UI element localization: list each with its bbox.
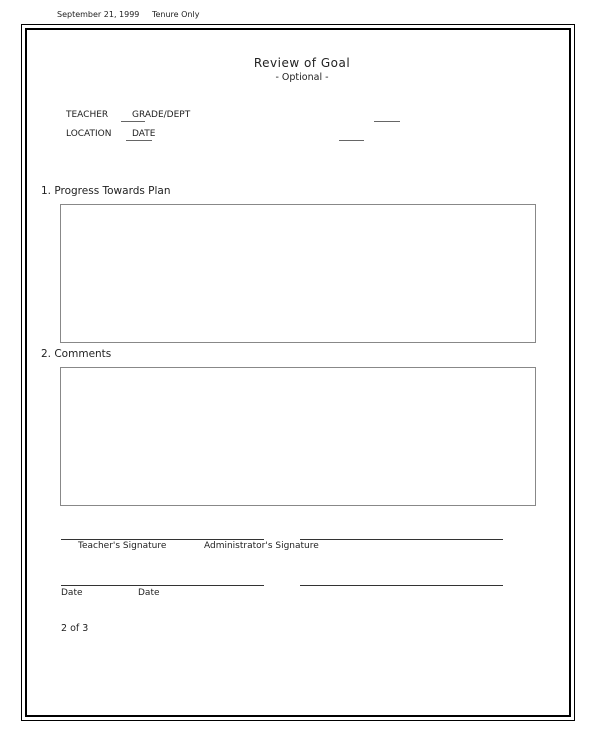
teacher-date-line[interactable] [61, 585, 264, 586]
comments-text-box[interactable] [60, 367, 536, 506]
page-number: 2 of 3 [61, 623, 89, 634]
location-field[interactable] [126, 140, 152, 141]
form-subtitle: - Optional - [275, 72, 329, 83]
date-field[interactable] [339, 140, 364, 141]
form-title: Review of Goal [253, 56, 351, 70]
date-label: DATE [132, 129, 156, 139]
teacher-date-label: Date [61, 588, 83, 598]
administrator-date-label: Date [138, 588, 160, 598]
administrator-date-line[interactable] [300, 585, 503, 586]
grade-dept-field[interactable] [374, 121, 400, 122]
administrator-signature-label: Administrator's Signature [204, 541, 319, 551]
header-date: September 21, 1999 [57, 10, 140, 19]
progress-text-box[interactable] [60, 204, 536, 343]
grade-dept-label: GRADE/DEPT [132, 110, 191, 120]
administrator-signature-line[interactable] [300, 539, 503, 540]
teacher-field[interactable] [121, 121, 145, 122]
section-comments-label: 2. Comments [41, 348, 112, 360]
teacher-signature-label: Teacher's Signature [78, 541, 167, 551]
teacher-signature-line[interactable] [61, 539, 264, 540]
teacher-label: TEACHER [66, 110, 109, 120]
section-progress-label: 1. Progress Towards Plan [41, 185, 171, 197]
location-label: LOCATION [66, 129, 112, 139]
header-note: Tenure Only [151, 10, 200, 19]
document-header [57, 10, 199, 19]
